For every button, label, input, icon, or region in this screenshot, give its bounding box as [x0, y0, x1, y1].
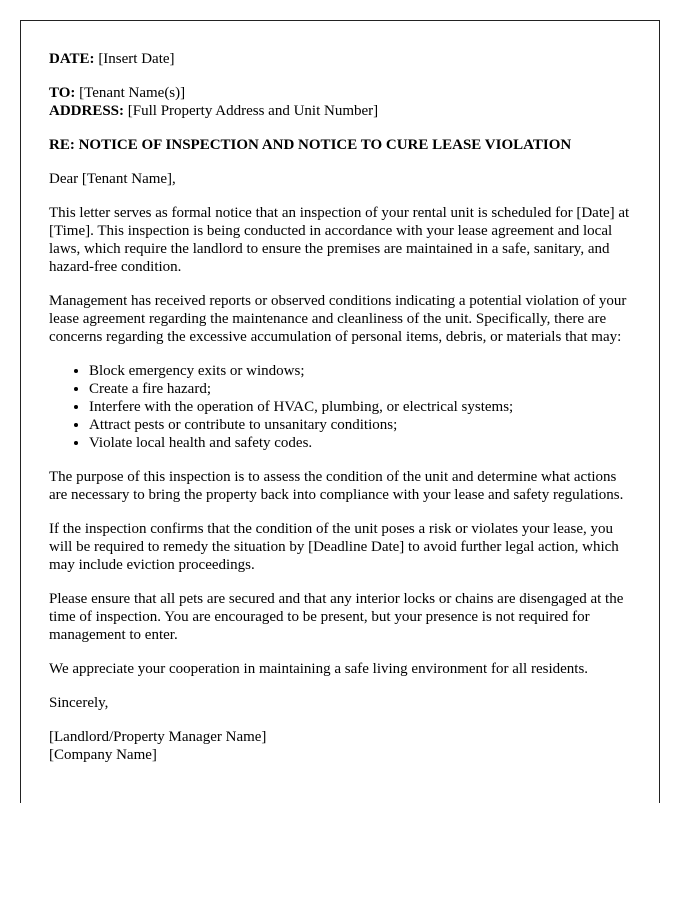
- date-line: [49, 50, 631, 68]
- date-label: DATE:: [49, 51, 95, 67]
- address-value: [Full Property Address and Unit Number]: [124, 103, 379, 119]
- list-item: • Attract pests or contribute to unsanitary conditions;: [89, 416, 631, 434]
- signature-name: [Landlord/Property Manager Name]: [49, 729, 267, 745]
- to-line: [49, 84, 631, 102]
- list-item: • Block emergency exits or windows;: [89, 362, 631, 380]
- salutation: Dear [Tenant Name],: [49, 171, 176, 187]
- paragraph-6: We appreciate your cooperation in maintaining a safe living environment for all residents.: [49, 661, 589, 677]
- paragraph-2: Management has received reports or observed conditions indicating a potential violation of your lease agreement regarding the maintenance and cleanliness of the unit. Specifically, there are concerns regarding the excessive accumulation of personal items, debris, or materials that may:: [49, 293, 627, 345]
- letter-page: [20, 20, 660, 803]
- subject-line: RE: NOTICE OF INSPECTION AND NOTICE TO CURE LEASE VIOLATION: [49, 137, 572, 153]
- list-item: • Violate local health and safety codes.: [89, 434, 631, 452]
- to-value: [Tenant Name(s)]: [75, 85, 186, 101]
- date-value: [Insert Date]: [94, 51, 175, 67]
- address-line: [49, 102, 631, 120]
- signature-company: [Company Name]: [49, 747, 157, 763]
- closing: Sincerely,: [49, 695, 109, 711]
- paragraph-5: Please ensure that all pets are secured and that any interior locks or chains are disengaged at the time of inspection. You are encouraged to be present, but your presence is not required for management to enter.: [49, 591, 624, 643]
- list-item: • Create a fire hazard;: [89, 380, 631, 398]
- concerns-list: [49, 362, 631, 452]
- list-item: • Interfere with the operation of HVAC, plumbing, or electrical systems;: [89, 398, 631, 416]
- paragraph-1: This letter serves as formal notice that an inspection of your rental unit is scheduled for [Date] at [Time]. This inspection is being conducted in accordance with your lease agreement and local laws, which require the landlord to ensure the premises are maintained in a safe, sanitary, and hazard-free condition.: [49, 205, 630, 275]
- to-label: TO:: [49, 85, 76, 101]
- address-label: ADDRESS:: [49, 103, 125, 119]
- paragraph-4: If the inspection confirms that the condition of the unit poses a risk or violates your lease, you will be required to remedy the situation by [Deadline Date] to avoid further legal action, which may include eviction proceedings.: [49, 521, 619, 573]
- paragraph-3: The purpose of this inspection is to assess the condition of the unit and determine what actions are necessary to bring the property back into compliance with your lease and safety regulations.: [49, 469, 624, 503]
